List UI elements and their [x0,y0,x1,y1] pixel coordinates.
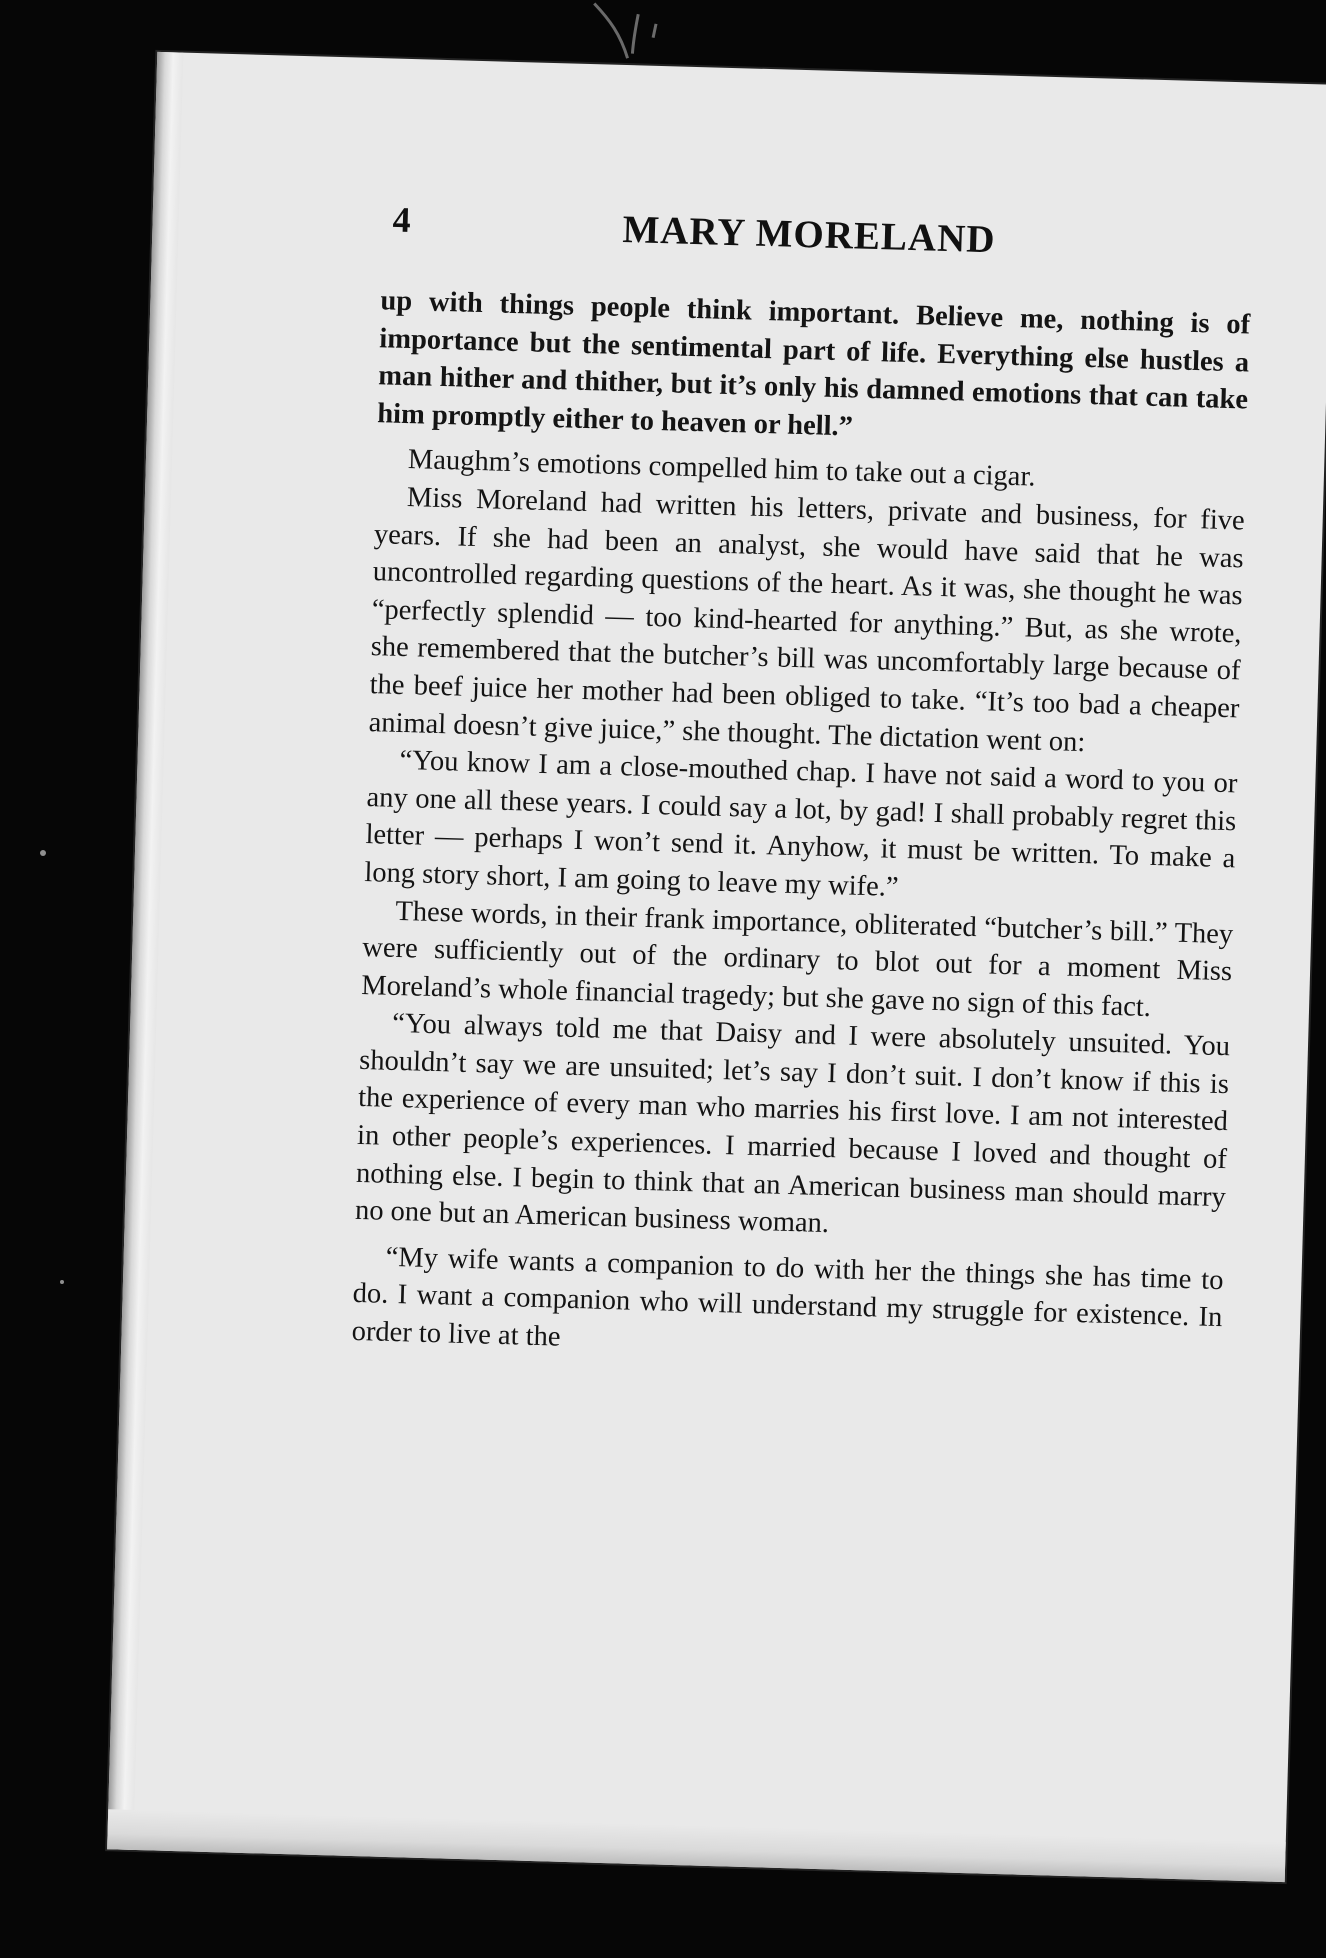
running-title: MARY MORELAND [621,207,997,262]
paragraph: “My wife wants a companion to do with her the things she has time to do. I want a companion who will understand my struggle for existence. In order to live at the [351,1241,1224,1353]
paragraph: These words, in their frank importance, obliterated “butcher’s bill.” They were sufficiently out of the ordinary to blot out for a moment Miss Moreland’s whole financial tragedy; but she gave no sign of this fact. [360,895,1234,1023]
page-body-text [351,282,1250,1375]
paragraph: “You always told me that Daisy and I were absolutely unsuited. You shouldn’t say we are unsuited; let’s say I don’t suit. I don’t know if this is the experience of every man who marries his first love. I am not interested in other people’s experiences. I married because I loved and thought of nothing else. I begin to think that an American business man should marry no one but an American business woman. [354,1008,1231,1240]
page-header [392,199,1193,281]
dust-speck [40,850,46,856]
paragraph: Maughm’s emotions compelled him to take out a cigar. [407,444,1036,493]
paragraph: Miss Moreland had written his letters, private and business, for five years. If she had been an analyst, she would have said that he was uncontrolled regarding questions of the heart. As it was, she thought he was “perfectly splendid — too kind-hearted for anything.” But, as she wrote, she remembered that the butcher’s bill was uncomfortably large because of the beef juice her mother had been obliged to take. “It’s too bad a cheaper animal doesn’t give juice,” she thought. The dictation went on: [368,482,1246,758]
page-number: 4 [392,199,412,241]
book-page [107,52,1326,1882]
paragraph: up with things people think important. Believe me, nothing is of importance but the sentimental part of life. Everything else hustles a man hither and thither, but it’s only his damned emotions that can take him promptly either to heaven or hell.” [376,285,1251,443]
paragraph: “You know I am a close-mouthed chap. I have not said a word to you or any one all these years. I could say a lot, by gad! I shall probably regret this letter — perhaps I won’t send it. Anyhow, it must be written. To make a long story short, I am going to leave my wife.” [364,745,1238,903]
dust-speck [60,1280,64,1284]
